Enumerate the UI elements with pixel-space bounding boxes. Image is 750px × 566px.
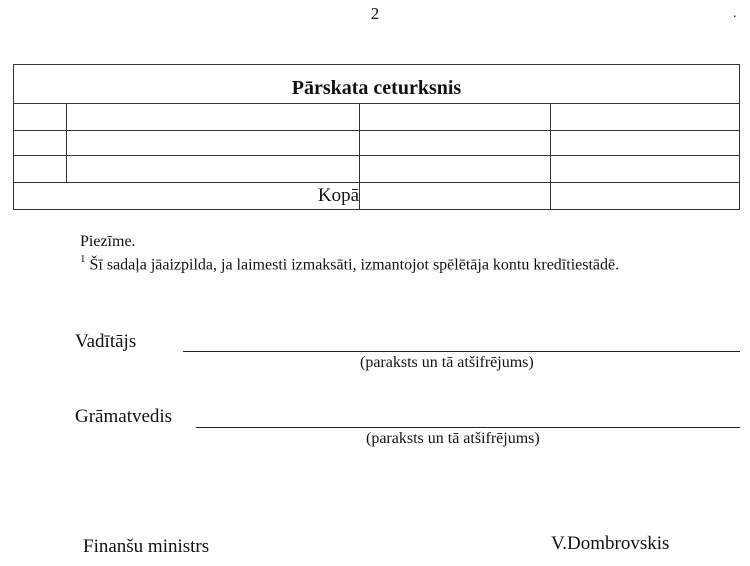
table-total-label: Kopā xyxy=(317,185,359,206)
signature-line-manager xyxy=(183,351,740,352)
table-row-divider xyxy=(14,155,739,156)
report-quarter-table xyxy=(13,64,740,210)
signature-label-manager: Vadītājs xyxy=(75,331,137,352)
signature-line-accountant xyxy=(196,427,740,428)
signature-caption-manager: (paraksts un tā atšifrējums) xyxy=(360,354,534,371)
table-column-divider xyxy=(66,103,67,182)
table-row-divider xyxy=(14,130,739,131)
signature-caption-accountant: (paraksts un tā atšifrējums) xyxy=(366,430,540,447)
corner-dot-mark: . xyxy=(733,6,737,21)
minister-title: Finanšu ministrs xyxy=(83,536,210,557)
table-title: Pārskata ceturksnis xyxy=(291,77,462,99)
table-column-divider xyxy=(550,103,551,210)
footnote-text: Šī sadaļa jāaizpilda, ja laimesti izmaksāti, izmantojot spēlētāja kontu kredītiestādē. xyxy=(89,256,620,274)
note-footnote xyxy=(80,254,619,274)
page-number: 2 xyxy=(370,4,380,23)
table-column-divider xyxy=(359,103,360,210)
signature-label-accountant: Grāmatvedis xyxy=(75,406,173,427)
minister-name: V.Dombrovskis xyxy=(551,533,670,554)
footnote-marker: 1 xyxy=(80,253,86,265)
table-row-divider xyxy=(14,103,739,104)
table-row-divider xyxy=(14,182,739,183)
note-heading: Piezīme. xyxy=(80,233,136,250)
